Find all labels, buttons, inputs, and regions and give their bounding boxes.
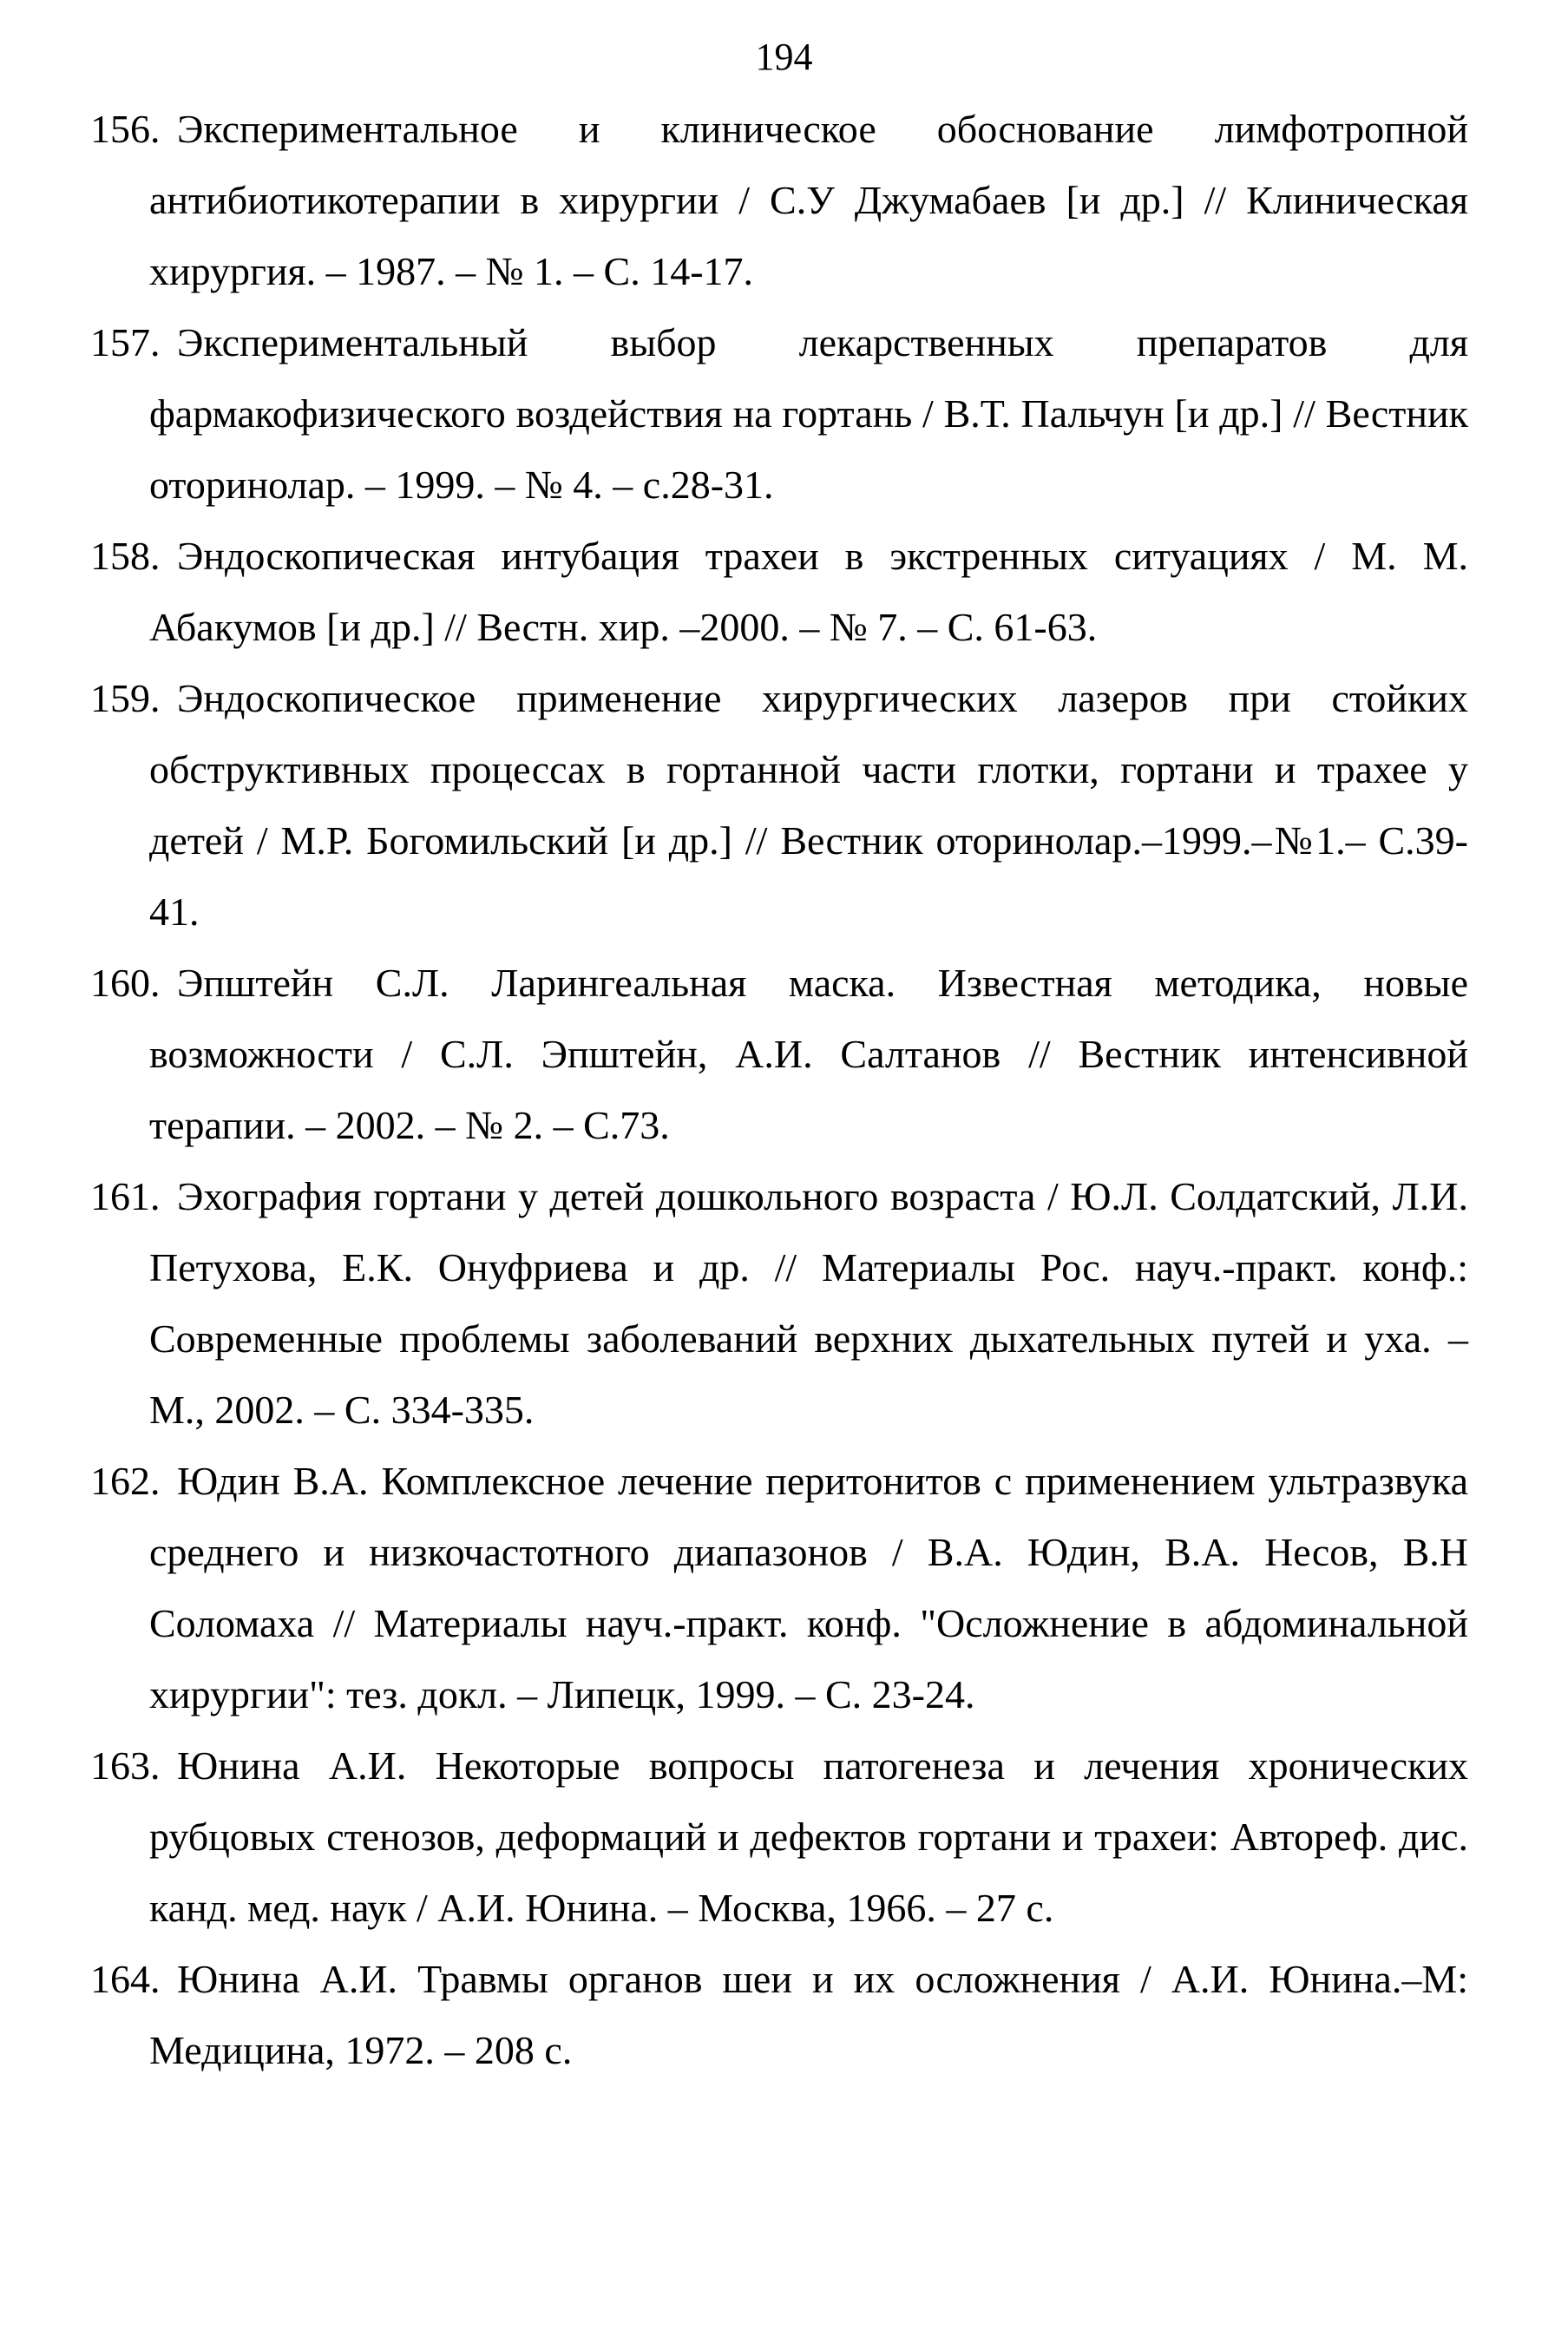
reference-number: 157. (90, 320, 161, 364)
reference-text: Экспериментальный выбор лекарственных препаратов для фармакофизического воздействия на гортань / В.Т. Пальчун [и др.] // Вестник оторинолар. – 1999. – № 4. – с.28-31. (149, 320, 1468, 507)
reference-text: Эндоскопическое применение хирургических лазеров при стойких обструктивных процессах в гортанной части глотки, гортани и трахее у детей / М.Р. Богомильский [и др.] // Вестник оторинолар.–1999.–№1.– С.39-41. (149, 676, 1468, 934)
reference-item (90, 1944, 1468, 2086)
reference-text: Эхография гортани у детей дошкольного возраста / Ю.Л. Солдатский, Л.И. Петухова, Е.К. Онуфриева и др. // Материалы Рос. науч.-практ. конф.: Современные проблемы заболеваний верхних дыхательных путей и уха. – М., 2002. – С. 334-335. (149, 1174, 1468, 1432)
reference-number: 156. (90, 107, 161, 151)
reference-number: 161. (90, 1174, 161, 1218)
reference-number: 159. (90, 676, 161, 720)
reference-text: Эпштейн С.Л. Ларингеальная маска. Известная методика, новые возможности / С.Л. Эпштейн, А.И. Салтанов // Вестник интенсивной терапии. – 2002. – № 2. – С.73. (149, 961, 1468, 1147)
reference-text: Юнина А.И. Травмы органов шеи и их осложнения / А.И. Юнина.–М: Медицина, 1972. – 208 с. (149, 1957, 1468, 2072)
reference-number: 160. (90, 961, 161, 1005)
reference-number: 162. (90, 1459, 161, 1503)
reference-number: 158. (90, 534, 161, 578)
reference-item (90, 521, 1468, 663)
reference-item (90, 948, 1468, 1161)
reference-text: Юнина А.И. Некоторые вопросы патогенеза и лечения хронических рубцовых стенозов, деформаций и дефектов гортани и трахеи: Автореф. дис. канд. мед. наук / А.И. Юнина. – Москва, 1966. – 27 с. (149, 1743, 1468, 1930)
reference-item (90, 1730, 1468, 1944)
reference-item (90, 1161, 1468, 1446)
reference-item (90, 307, 1468, 521)
reference-list (0, 94, 1568, 2086)
reference-item (90, 94, 1468, 307)
reference-item (90, 1446, 1468, 1730)
reference-number: 164. (90, 1957, 161, 2001)
page-number: 194 (755, 36, 813, 78)
reference-text: Экспериментальное и клиническое обоснование лимфотропной антибиотикотерапии в хирургии / С.У Джумабаев [и др.] // Клиническая хирургия. – 1987. – № 1. – С. 14-17. (149, 107, 1468, 293)
reference-text: Юдин В.А. Комплексное лечение перитонитов с применением ультразвука среднего и низкочастотного диапазонов / В.А. Юдин, В.А. Несов, В.Н Соломаха // Материалы науч.-практ. конф. "Осложнение в абдоминальной хирургии": тез. докл. – Липецк, 1999. – С. 23-24. (149, 1459, 1468, 1716)
reference-item (90, 663, 1468, 948)
reference-text: Эндоскопическая интубация трахеи в экстренных ситуациях / М. М. Абакумов [и др.] // Вестн. хир. –2000. – № 7. – С. 61-63. (149, 534, 1468, 649)
reference-number: 163. (90, 1743, 161, 1788)
